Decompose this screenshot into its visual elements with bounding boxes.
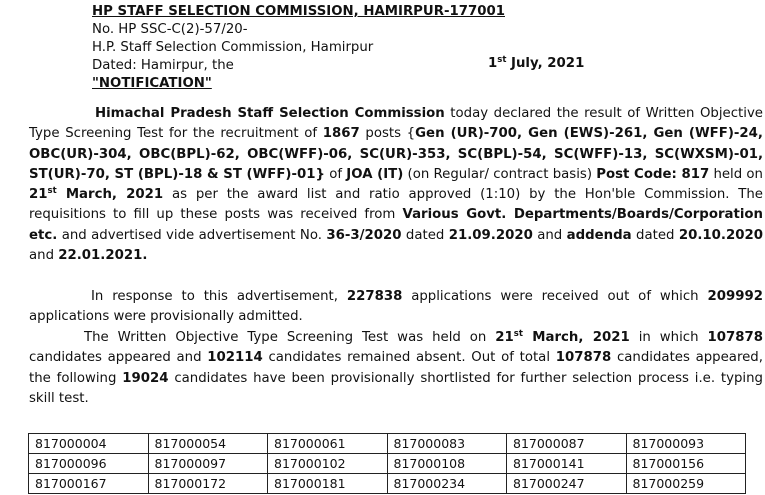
roll-number-cell: 817000167 — [29, 474, 149, 494]
reference-number: No. HP SSC-C(2)-57/20- — [92, 22, 248, 37]
roll-number-cell: 817000054 — [148, 434, 268, 454]
roll-number-cell: 817000156 — [626, 454, 746, 474]
roll-number-cell: 817000172 — [148, 474, 268, 494]
roll-number-cell: 817000004 — [29, 434, 149, 454]
table-row — [29, 434, 746, 454]
shortlisted-roll-numbers-table — [28, 433, 746, 494]
result-declaration-paragraph: Himachal Pradesh Staff Selection Commission today declared the result of Written Objective Type Screening Test for the recruitment of 1867 posts {Gen (UR)-700, Gen (EWS)-261, Gen (WFF)-24, OBC(UR)-304, OBC(BPL)-62, OBC(WFF)-06, SC(UR)-353, SC(BPL)-54, SC(WFF)-13, SC(WXSM)-01, ST(UR)-70, ST (BPL)-18 & ST (WFF)-01} of JOA (IT) (on Regular/ contract basis) Post Code: 817 held on 21st March, 2021 as per the award list and ratio approved (1:10) by the Hon'ble Commission. The requisitions to fill up these posts was received from Various Govt. Departments/Boards/Corporation etc. and advertised vide advertisement No. 36-3/2020 dated 21.09.2020 and addenda dated 20.10.2020 and 22.01.2021. — [29, 106, 764, 264]
table-row — [29, 454, 746, 474]
dated-label: Dated: Hamirpur, the — [92, 58, 234, 73]
roll-number-cell: 817000247 — [507, 474, 627, 494]
office-name: H.P. Staff Selection Commission, Hamirpur — [92, 40, 374, 55]
roll-number-cell: 817000141 — [507, 454, 627, 474]
roll-number-cell: 817000108 — [387, 454, 507, 474]
roll-number-cell: 817000087 — [507, 434, 627, 454]
commission-title: HP STAFF SELECTION COMMISSION, HAMIRPUR-177001 — [92, 4, 505, 19]
roll-number-cell: 817000083 — [387, 434, 507, 454]
roll-number-cell: 817000061 — [268, 434, 388, 454]
roll-number-cell: 817000096 — [29, 454, 149, 474]
roll-number-cell: 817000093 — [626, 434, 746, 454]
roll-number-cell: 817000181 — [268, 474, 388, 494]
roll-number-cell: 817000259 — [626, 474, 746, 494]
notification-heading: "NOTIFICATION" — [92, 76, 212, 91]
notification-date: 1st July, 2021 — [488, 55, 585, 71]
applications-paragraph: In response to this advertisement, 227838 applications were received out of which 209992 applications were provisionally admitted. — [29, 289, 763, 325]
roll-number-cell: 817000102 — [268, 454, 388, 474]
roll-number-cell: 817000234 — [387, 474, 507, 494]
screening-test-paragraph: The Written Objective Type Screening Test was held on 21st March, 2021 in which 107878 candidates appeared and 102114 candidates remained absent. Out of total 107878 candidates appeared, the following 19024 candidates have been provisionally shortlisted for further selection process i.e. typing skill test. — [29, 329, 763, 406]
table-row — [29, 474, 746, 494]
roll-number-cell: 817000097 — [148, 454, 268, 474]
